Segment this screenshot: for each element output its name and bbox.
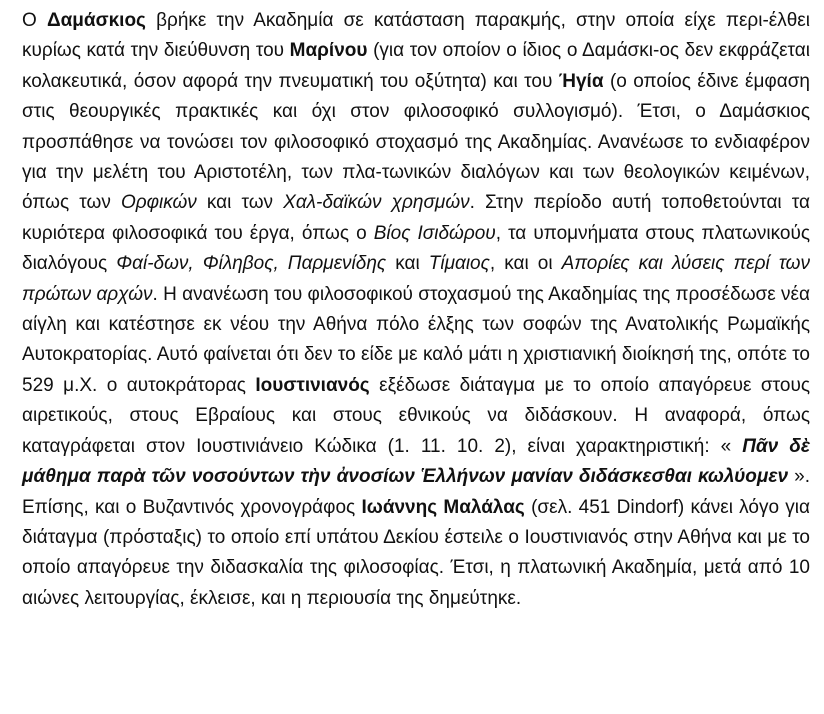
text-run: (για τον οποίον ο ίδιος ο Δαμάσκι-ος δεν εκφράζεται κολακευτικά, όσον αφορά την πνευματική του οξύτητα) και του	[22, 40, 810, 92]
text-run: (σελ. 451 Dindorf) κάνει λόγο για διάταγμα (πρόσταξις) το οποίο επί υπάτου Δεκίου έστειλε ο Ιουστινιανός στην Αθήνα και με το οποίο απαγόρευε την διδασκαλία της φιλοσοφίας. Έτσι, η πλατωνική Ακαδημία, μετά από 10 αιώνες λειτουργίας, έκλεισε, και η περιουσία της δημεύτηκε.	[22, 496, 811, 609]
text-run: και των	[196, 192, 284, 214]
italic-title: Βίος Ισιδώρου	[373, 222, 496, 244]
italic-title: Ορφικών	[120, 192, 197, 214]
text-run: και	[386, 253, 429, 275]
text-run: , τα υπομνήματα στους πλατωνικούς διαλόγους	[22, 222, 811, 275]
bold-name: Ιουστινιανός	[255, 374, 370, 396]
italic-title: Φαί-δων, Φίληβος, Παρμενίδης	[116, 253, 387, 275]
text-run: Ο	[22, 10, 47, 31]
text-run: , και οι	[489, 253, 562, 275]
text-run: (ο οποίος έδινε έμφαση στις θεουργικές πρακτικές και όχι στον φιλοσοφικό συλλογισμό). Έτσι, ο Δαμάσκιος προσπάθησε να τονώσει τον φιλοσοφικό στοχασμό της Ακαδημίας. Ανανέωσε το ενδιαφέρον για την μελέτη του Αριστοτέλη, των πλα-τωνικών διαλόγων και των θεολογικών κειμένων, όπως των	[22, 70, 810, 214]
text-run: βρήκε την Ακαδημία σε κατάσταση παρακμής, στην οποία είχε περι-έλθει κυρίως κατά την διεύθυνση του	[22, 10, 810, 62]
italic-title: Τίμαιος	[428, 253, 490, 275]
bold-name: Μαρίνου	[289, 40, 368, 62]
bold-name: Ήγία	[558, 70, 604, 92]
text-run: εξέδωσε διάταγμα με το οποίο απαγόρευε στους αιρετικούς, στους Εβραίους και στους εθνικούς να διδάσκουν. Η αναφορά, όπως καταγράφεται στον Ιουστινιάνειο Κώδικα (1. 11. 10. 2), είναι χαρακτηριστική: «	[22, 374, 810, 457]
italic-title: Χαλ-δαϊκών χρησμών	[283, 192, 470, 214]
bold-italic-quote: Πᾶν δὲ μάθημα παρὰ τῶν νοσούντων τὴν ἀνοσίων Ἑλλήνων μανίαν διδάσκεσθαι κωλύομεν	[22, 435, 810, 488]
bold-name: Δαμάσκιος	[46, 10, 146, 31]
text-run: ». Επίσης, και ο Βυζαντινός χρονογράφος	[22, 466, 811, 518]
body-paragraph	[22, 6, 810, 614]
text-run: . Η ανανέωση του φιλοσοφικού στοχασμού της Ακαδημίας της προσέδωσε νέα αίγλη και κατέστησε εκ νέου την Αθήνα πόλο έλξης των σοφών της Ανατολικής Ρωμαϊκής Αυτοκρατορίας. Αυτό φαίνεται ότι δεν το είδε με καλό μάτι η χριστιανική διοίκησή της, οπότε το 529 μ.Χ. ο αυτοκράτορας	[22, 283, 811, 396]
italic-title: Απορίες και λύσεις περί των πρώτων αρχών	[22, 253, 810, 305]
text-run: . Στην περίοδο αυτή τοποθετούνται τα κυριότερα φιλοσοφικά του έργα, όπως ο	[22, 192, 810, 244]
bold-name: Ιωάννης Μαλάλας	[361, 496, 525, 518]
